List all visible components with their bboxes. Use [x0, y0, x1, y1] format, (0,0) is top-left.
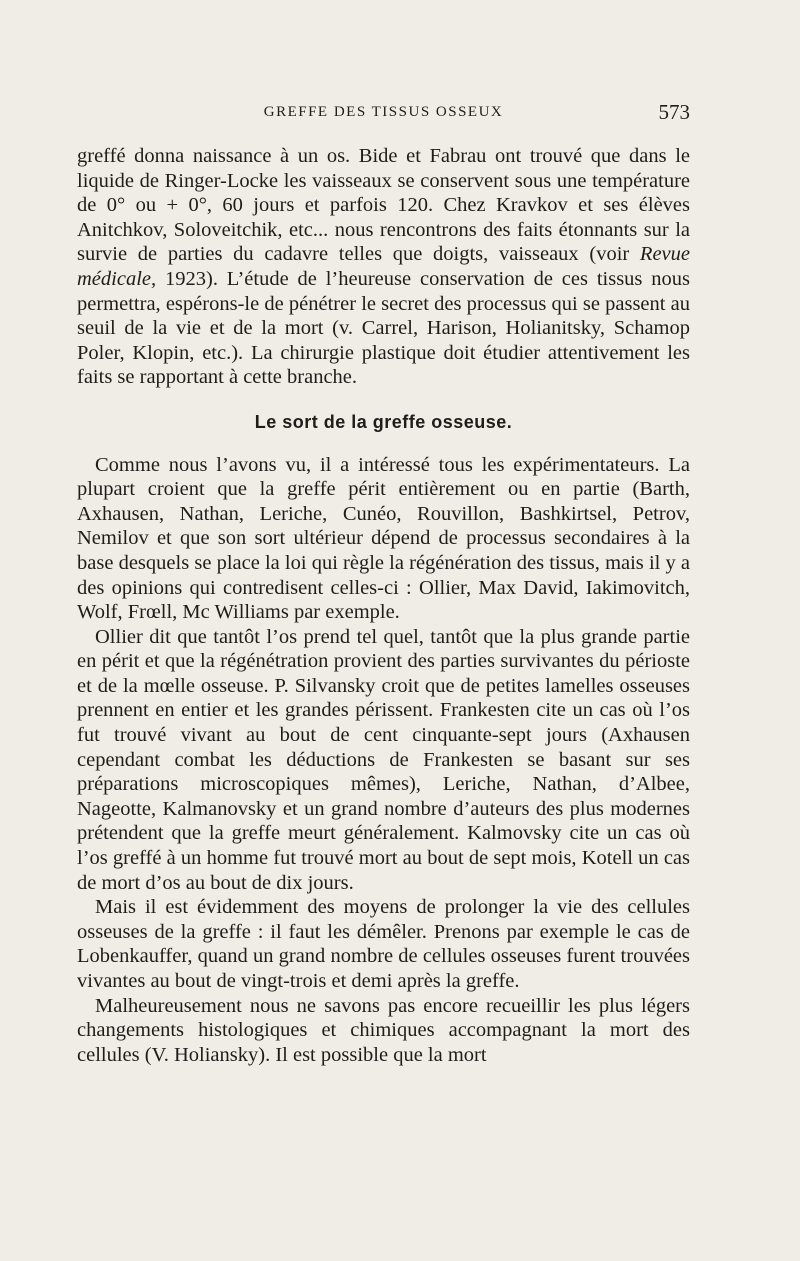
- paragraph-text: greffé donna naissance à un os. Bide et Fabrau ont trouvé que dans le liquide de Ringer-Locke les vaisseaux se conservent sous une température de 0° ou + 0°, 60 jours et parfois 120. Chez Kravkov et ses élèves Anitchkov, Soloveitchik, etc... nous rencontrons des faits étonnants sur la survie de parties du cadavre telles que doigts, vaisseaux (voir: [77, 145, 690, 266]
- paragraph-text: 1923). L’étude de l’heureuse conservation de ces tissus nous permettra, espérons-le de pénétrer le secret des processus qui se passent au seuil de la vie et de la mort (v. Carrel, Harison, Holianitsky, Schamop Poler, Klopin, etc.). La chirurgie plastique doit étudier attentivement les faits se rapportant à cette branche.: [77, 267, 690, 389]
- paragraph: Ollier dit que tantôt l’os prend tel quel, tantôt que la plus grande partie en périt et que la régénétration provient des parties survivantes du périoste et de la mœlle osseuse. P. Silvansky croit que de petites lamelles osseuses prennent en entier et les grandes périssent. Frankesten cite un cas où l’os fut trouvé vivant au bout de cent cinquante-sept jours (Axhausen cependant combat les déductions de Frankesten se basant sur ses préparations microscopiques mêmes), Leriche, Nathan, d’Albee, Nageotte, Kalmanovsky et un grand nombre d’auteurs des plus modernes prétendent que la greffe meurt généralement. Kalmovsky cite un cas où l’os greffé à un homme fut trouvé mort au bout de sept mois, Kotell un cas de mort d’os au bout de dix jours.: [77, 625, 690, 894]
- paragraph: Malheureusement nous ne savons pas encore recueillir les plus légers changements histologiques et chimiques accompagnant la mort des cellules (V. Holiansky). Il est possible que la mort: [77, 994, 690, 1066]
- paragraph: [77, 144, 690, 390]
- journal-citation: Revue médicale,: [77, 243, 690, 290]
- paragraph: Mais il est évidemment des moyens de prolonger la vie des cellules osseuses de la greffe : il faut les démêler. Prenons par exemple le cas de Lobenkauffer, quand un grand nombre de cellules osseuses furent trouvées vivantes au bout de vingt-trois et demi après la greffe.: [77, 896, 690, 992]
- page-number: 573: [658, 100, 690, 124]
- section-heading: Le sort de la greffe osseuse.: [254, 411, 513, 432]
- paragraph: Comme nous l’avons vu, il a intéressé tous les expérimentateurs. La plupart croient que la greffe périt entièrement ou en partie (Barth, Axhausen, Nathan, Leriche, Cunéo, Rouvillon, Bashkirtsel, Petrov, Nemilov et que son sort ultérieur dépend de processus secondaires à la base desquels se place la loi qui règle la régénération des tissus, mais il y a des opinions qui contredisent celles-ci : Ollier, Max David, Iakimovitch, Wolf, Frœll, Mc Williams par exemple.: [77, 453, 690, 624]
- body-text: [77, 144, 690, 1067]
- running-head: [77, 100, 690, 128]
- running-head-title: GREFFE DES TISSUS OSSEUX: [263, 104, 504, 120]
